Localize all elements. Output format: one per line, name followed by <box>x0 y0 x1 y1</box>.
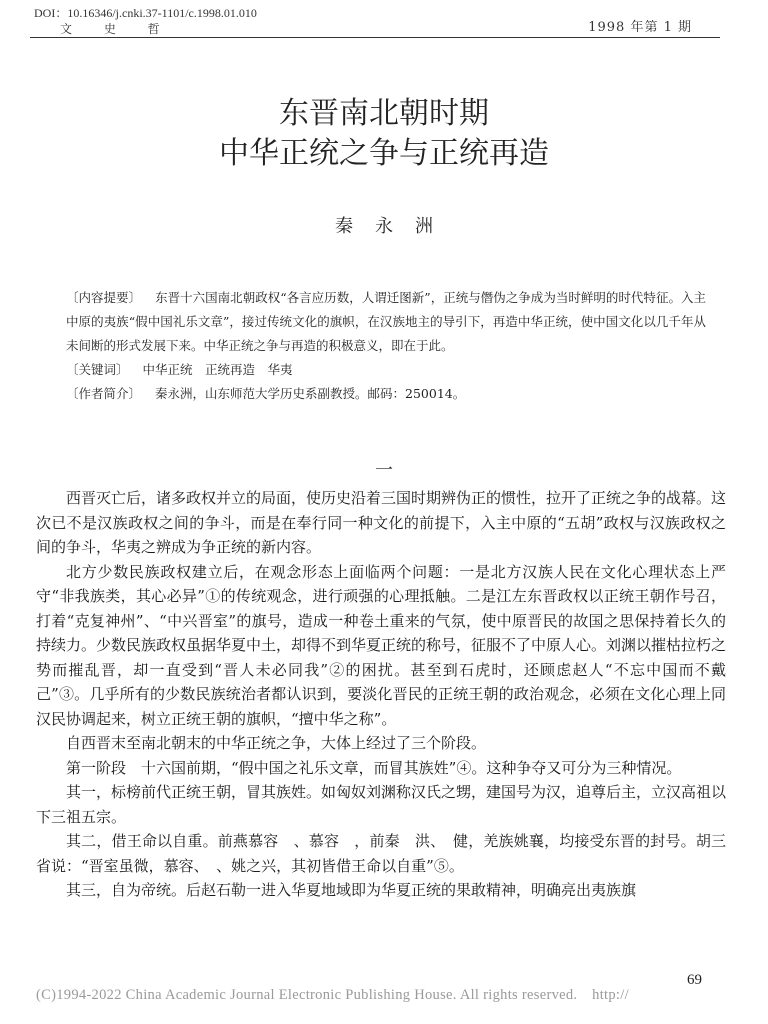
abstract-summary <box>66 286 706 358</box>
header-rule <box>30 37 720 38</box>
abstract-block <box>66 286 706 406</box>
abstract-author-info <box>66 382 706 406</box>
journal-name: 文 史 哲 <box>60 22 174 36</box>
body-paragraph: 其一，标榜前代正统王朝，冒其族姓。如匈奴刘渊称汉氏之甥，建国号为汉，追尊后主，立汉高祖以下三祖五宗。 <box>36 783 727 826</box>
article-title-line1: 东晋南北朝时期 <box>279 96 489 131</box>
body-paragraph: 北方少数民族政权建立后，在观念形态上面临两个问题：一是北方汉族人民在文化心理状态上严守“非我族类，其心必异”①的传统观念，进行顽强的心理抵触。二是江左东晋政权以正统王朝作号召，打着“克复神州”、“中兴晋室”的旗号，造成一种卷土重来的气氛，使中原晋民的故国之思保持着长久的持续力。少数民族政权虽据华夏中土，却得不到华夏正统的称号，征服不了中原人心。刘渊以摧枯拉朽之势而摧乱晋，却一直受到“晋人未必同我”②的困扰。甚至到石虎时，还顾虑赵人“不忘中国而不戴己”③。几乎所有的少数民族统治者都认识到，要淡化晋民的正统王朝的政治观念，必须在文化心理上同汉民协调起来，树立正统王朝的旗帜，“擅中华之称”。 <box>36 562 727 728</box>
body-text <box>36 486 726 903</box>
author-info-text: 秦永洲，山东师范大学历史系副教授。邮码：250014。 <box>155 386 466 401</box>
keywords-label: 〔关键词〕 <box>66 362 129 377</box>
keywords-text: 中华正统 正统再造 华夷 <box>142 362 293 377</box>
doi-line: DOI：10.16346/j.cnki.37-1101/c.1998.01.010 <box>34 6 257 20</box>
page-number: 69 <box>687 972 702 988</box>
body-paragraph: 西晋灭亡后，诸多政权并立的局面，使历史沿着三国时期辨伪正的惯性，拉开了正统之争的战幕。这次已不是汉族政权之间的争斗，而是在奉行同一种文化的前提下，入主中原的“五胡”政权与汉族政权之间的争斗，华夷之辨成为争正统的新内容。 <box>36 489 727 556</box>
body-paragraph: 第一阶段 十六国前期，“假中国之礼乐文章，而冒其族姓”④。这种争夺又可分为三种情况。 <box>66 758 682 777</box>
summary-text: 东晋十六国南北朝政权“各言应历数，人谓迁图新”，正统与僭伪之争成为当时鲜明的时代特征。入主中原的夷族“假中国礼乐文章”，接过传统文化的旗帜，在汉族地主的导引下，再造中华正统，使中国文化以几千年从未间断的形式发展下来。中华正统之争与再造的积极意义，即在于此。 <box>66 290 706 353</box>
article-title-line2: 中华正统之争与正统再造 <box>219 136 549 171</box>
author-name: 秦永洲 <box>335 216 455 237</box>
body-paragraph: 其二，借王命以自重。前燕慕容 、慕容 ，前秦 洪、 健，羌族姚襄，均接受东晋的封号。胡三省说：“晋室虽微，慕容、 、姚之兴，其初皆借王命以自重”⑤。 <box>36 832 726 875</box>
summary-label: 〔内容提要〕 <box>66 290 142 305</box>
section-heading: 一 <box>375 460 393 481</box>
issue-label: 1998 年第 1 期 <box>588 20 692 35</box>
abstract-keywords <box>66 358 706 382</box>
copyright-footer: (C)1994-2022 China Academic Journal Electronic Publishing House. All rights reserved. http:// <box>36 987 629 1003</box>
body-paragraph: 自西晋末至南北朝末的中华正统之争，大体上经过了三个阶段。 <box>66 734 487 752</box>
author-info-label: 〔作者简介〕 <box>66 386 142 401</box>
body-paragraph: 其三，自为帝统。后赵石勒一进入华夏地域即为华夏正统的果敢精神，明确亮出夷族旗 <box>66 881 637 899</box>
